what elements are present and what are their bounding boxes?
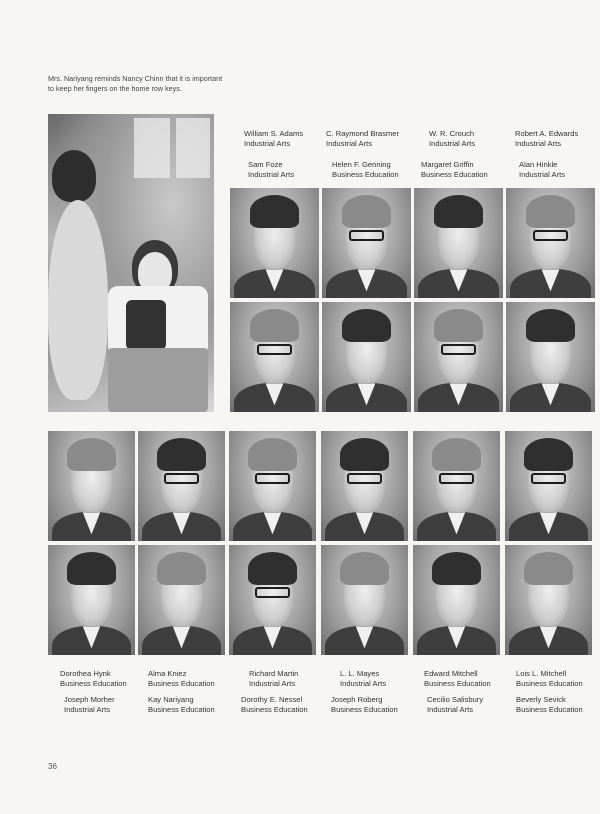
portrait-photo — [138, 545, 225, 655]
faculty-department: Business Education — [148, 704, 215, 714]
faculty-name-entry — [60, 669, 127, 688]
faculty-name-entry — [249, 669, 298, 688]
faculty-department: Business Education — [148, 678, 215, 688]
faculty-name-entry — [516, 695, 583, 714]
faculty-name: Robert A. Edwards — [515, 129, 579, 138]
faculty-name-entry — [64, 695, 115, 714]
faculty-department: Business Education — [424, 678, 491, 688]
faculty-department: Industrial Arts — [515, 138, 562, 148]
faculty-name-entry — [148, 695, 215, 714]
portrait-photo — [48, 431, 135, 541]
faculty-name: Lois L. Mitchell — [516, 669, 567, 678]
faculty-department: Industrial Arts — [244, 138, 291, 148]
faculty-name-entry — [427, 695, 483, 714]
portrait-photo — [414, 302, 503, 412]
faculty-name-entry — [429, 129, 475, 148]
portrait-photo — [138, 431, 225, 541]
faculty-name-entry — [332, 160, 399, 179]
faculty-name-entry — [148, 669, 215, 688]
faculty-department: Business Education — [241, 704, 308, 714]
portrait-photo — [506, 188, 595, 298]
faculty-department: Industrial Arts — [64, 704, 111, 714]
faculty-department: Business Education — [60, 678, 127, 688]
faculty-name: Helen F. Genning — [332, 160, 391, 169]
faculty-department: Industrial Arts — [248, 169, 295, 179]
faculty-name: William S. Adams — [244, 129, 304, 138]
faculty-name: Kay Nariyang — [148, 695, 194, 704]
faculty-department: Industrial Arts — [429, 138, 476, 148]
faculty-name: L. L. Mayes — [340, 669, 380, 678]
faculty-name-entry — [515, 129, 578, 148]
faculty-name: Alma Kniez — [148, 669, 187, 678]
portrait-photo — [229, 545, 316, 655]
portrait-photo — [230, 302, 319, 412]
faculty-name-entry — [326, 129, 399, 148]
faculty-department: Business Education — [331, 704, 398, 714]
faculty-name: Beverly Sevick — [516, 695, 566, 704]
portrait-photo — [48, 545, 135, 655]
faculty-name: Dorothy E. Nessel — [241, 695, 303, 704]
portrait-photo — [413, 545, 500, 655]
faculty-department: Business Education — [332, 169, 399, 179]
faculty-name-entry — [519, 160, 565, 179]
portrait-photo — [229, 431, 316, 541]
faculty-name: Dorothea Hynk — [60, 669, 111, 678]
faculty-name: Joseph Roberg — [331, 695, 383, 704]
candid-classroom-photo — [48, 114, 214, 412]
faculty-name-entry — [424, 669, 491, 688]
faculty-department: Industrial Arts — [326, 138, 373, 148]
portrait-photo — [505, 431, 592, 541]
faculty-name: Richard Martin — [249, 669, 299, 678]
portrait-photo — [414, 188, 503, 298]
photo-caption: Mrs. Nariyang reminds Nancy Chinn that it is important to keep her fingers on the home row keys. — [48, 74, 223, 93]
faculty-name-entry — [241, 695, 308, 714]
faculty-name-entry — [244, 129, 303, 148]
faculty-name-entry — [331, 695, 398, 714]
faculty-department: Business Education — [516, 678, 583, 688]
faculty-department: Business Education — [516, 704, 583, 714]
page-number: 36 — [48, 762, 57, 771]
faculty-name: Edward Mitchell — [424, 669, 478, 678]
portrait-photo — [322, 302, 411, 412]
faculty-name: C. Raymond Brasmer — [326, 129, 400, 138]
faculty-department: Business Education — [421, 169, 488, 179]
faculty-name: Cecilio Salisbury — [427, 695, 484, 704]
faculty-name-entry — [516, 669, 583, 688]
faculty-name: Joseph Morher — [64, 695, 115, 704]
faculty-name: Alan Hinkle — [519, 160, 558, 169]
faculty-name-entry — [421, 160, 488, 179]
portrait-photo — [230, 188, 319, 298]
faculty-name: Margaret Griffin — [421, 160, 474, 169]
portrait-photo — [413, 431, 500, 541]
portrait-photo — [506, 302, 595, 412]
faculty-department: Industrial Arts — [249, 678, 296, 688]
portrait-photo — [321, 545, 408, 655]
faculty-department: Industrial Arts — [427, 704, 474, 714]
faculty-name-entry — [340, 669, 386, 688]
portrait-photo — [505, 545, 592, 655]
faculty-department: Industrial Arts — [519, 169, 566, 179]
faculty-name: W. R. Crouch — [429, 129, 475, 138]
faculty-name: Sam Foze — [248, 160, 283, 169]
faculty-department: Industrial Arts — [340, 678, 387, 688]
portrait-photo — [322, 188, 411, 298]
faculty-name-entry — [248, 160, 294, 179]
portrait-photo — [321, 431, 408, 541]
